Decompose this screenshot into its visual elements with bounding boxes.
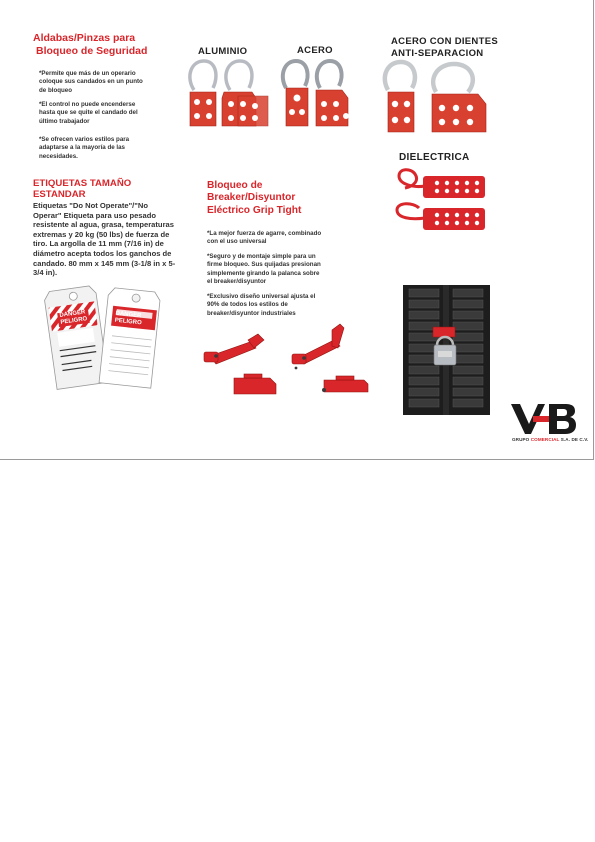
danger-tags-image <box>48 282 168 392</box>
hasps-bullet-1 <box>39 70 143 95</box>
breaker-title-line1: Bloqueo de <box>207 180 263 191</box>
dielectric-label: DIELECTRICA <box>399 152 470 163</box>
tags-description-line-2: Operar" Etiqueta para uso pesado <box>33 210 157 220</box>
tags-description-line-6: diámetro acepta todos los ganchos de <box>33 248 172 258</box>
breaker-lockouts-image <box>200 318 380 410</box>
tags-description-line-8: 3/4 in). <box>33 268 58 278</box>
steel-teeth-label-line2: ANTI-SEPARACION <box>391 47 484 59</box>
breaker-bullet-1 <box>207 230 321 247</box>
breaker-bullet-1-line-2: con el uso universal <box>207 238 267 246</box>
tag1-header-line1: DANGER <box>59 309 86 319</box>
breaker-bullet-2-line-1: *Seguro y de montaje simple para un <box>207 253 316 260</box>
breaker-panel-image <box>403 285 490 415</box>
tags-title-line2: ESTANDAR <box>33 189 86 200</box>
hasps-bullet-3-line-3: necesidades. <box>39 152 78 160</box>
steel-label: ACERO <box>297 45 333 56</box>
dielectric-hasps-image <box>393 166 493 234</box>
tag2-header-line1: DANGER <box>115 310 142 320</box>
breaker-bullet-3-line-1: *Exclusivo diseño universal ajusta el <box>207 293 316 300</box>
aluminum-hasps-image <box>186 58 276 132</box>
breaker-bullet-2-line-4: el breaker/disyuntor <box>207 277 267 285</box>
company-logo <box>511 404 575 434</box>
hasps-title-line1: Aldabas/Pinzas para <box>33 32 136 44</box>
hasps-bullet-3-line-1: *Se ofrecen varios estilos para <box>39 136 130 143</box>
hasps-bullet-3 <box>39 136 129 161</box>
hasps-bullet-2-line-1: *El control no puede encenderse <box>39 101 136 108</box>
steel-teeth-label <box>391 36 498 59</box>
steel-teeth-label-line1: ACERO CON DIENTES <box>391 36 498 47</box>
hasps-bullet-1-line-3: de bloqueo <box>39 86 72 94</box>
tag2-header-line2: PELIGRO <box>114 317 142 327</box>
steel-hasps-image <box>280 58 356 132</box>
breaker-bullet-2-line-3: simplemente girando la palanca sobre <box>207 269 320 277</box>
tags-description-line-7: candado. 80 mm x 145 mm (3-1/8 in x 5- <box>33 258 176 268</box>
company-name-accent: COMERCIAL <box>530 437 560 442</box>
hasps-bullet-3-line-2: adaptarse a la mayoría de las <box>39 144 125 152</box>
breaker-title-line3: Eléctrico Grip Tight <box>207 204 302 216</box>
breaker-bullet-3-line-3: breaker/disyuntor industriales <box>207 309 296 317</box>
hasps-bullet-1-line-1: *Permite que más de un operario <box>39 70 136 77</box>
breaker-bullet-3 <box>207 293 315 318</box>
breaker-bullet-1-line-1: *La mejor fuerza de agarre, combinado <box>207 230 322 237</box>
hasps-bullet-2 <box>39 101 138 126</box>
hasps-title-line2: Bloqueo de Seguridad <box>36 44 148 57</box>
company-name-suffix: S.A. DE C.V. <box>559 437 589 442</box>
breaker-title <box>207 180 301 217</box>
hasps-title <box>33 32 147 57</box>
breaker-bullet-2 <box>207 253 321 286</box>
company-name-prefix: GRUPO <box>512 437 531 442</box>
aluminum-label: ALUMINIO <box>198 46 248 57</box>
breaker-bullet-3-line-2: 90% de todos los estilos de <box>207 301 288 309</box>
tags-description-line-1: Etiquetas "Do Not Operate"/"No <box>33 201 149 210</box>
hasps-bullet-2-line-2: hasta que se quite el candado del <box>39 109 138 117</box>
hasps-bullet-1-line-2: coloque sus candados en un punto <box>39 78 143 86</box>
hasps-bullet-2-line-3: último trabajador <box>39 117 90 125</box>
tag2-header <box>114 311 142 328</box>
breaker-bullet-2-line-2: firme bloqueo. Sus quijadas presionan <box>207 261 321 269</box>
tags-description-line-3: resistente al agua, grasa, temperaturas <box>33 220 174 230</box>
tag1-header-line2: PELIGRO <box>60 316 88 326</box>
company-name <box>512 437 588 442</box>
tags-title <box>33 178 131 200</box>
breaker-title-line2: Breaker/Disyuntor <box>207 192 296 204</box>
tags-description <box>33 201 175 278</box>
tags-description-line-5: tiro. La argolla de 11 mm (7/16 in) de <box>33 239 164 249</box>
steel-teeth-hasps-image <box>382 58 490 136</box>
tags-description-line-4: extremas y 20 kg (50 lbs) de fuerza de <box>33 229 170 239</box>
tags-title-line1: ETIQUETAS TAMAÑO <box>33 178 132 189</box>
